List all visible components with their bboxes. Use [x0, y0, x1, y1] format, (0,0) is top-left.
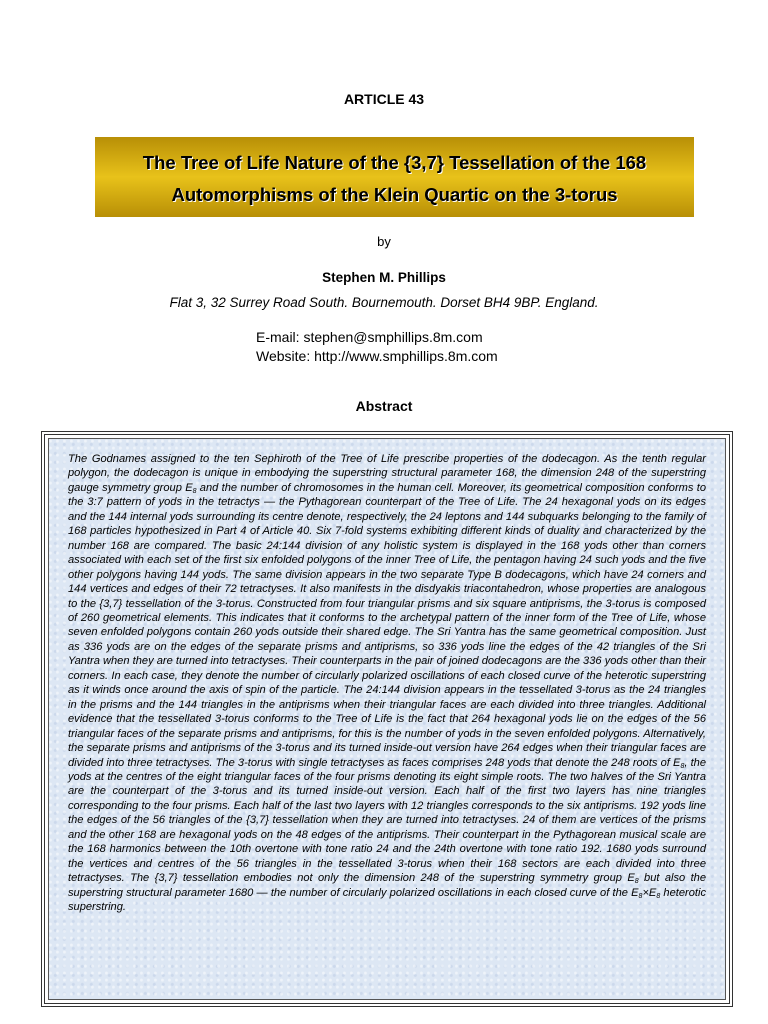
abstract-text: [68, 452, 706, 915]
website-line: Website: http://www.smphillips.8m.com: [256, 348, 498, 364]
title-line-1: The Tree of Life Nature of the {3,7} Tessellation of the 168: [142, 152, 647, 173]
contact-block: [256, 328, 498, 366]
title-banner: [95, 137, 694, 217]
abstract-text-part-6: heterotic superstring.: [68, 886, 706, 914]
abstract-box: [41, 431, 733, 1007]
author-address: Flat 3, 32 Surrey Road South. Bournemouth. Dorset BH4 9BP. England.: [169, 295, 599, 310]
email-line: E-mail: stephen@smphillips.8m.com: [256, 329, 483, 345]
title-line-2: Automorphisms of the Klein Quartic on the 3-torus: [171, 184, 618, 205]
abstract-heading: Abstract: [355, 398, 413, 414]
subscript-3: 8: [634, 878, 639, 886]
subscript-2: 8: [680, 762, 685, 770]
subscript-5: 8: [656, 892, 661, 900]
subscript-1: 8: [192, 487, 197, 495]
abstract-text-part-5: ×E: [642, 886, 657, 899]
abstract-text-part-3: , the yods at the centres of the eight triangular faces of the four prisms denoting its eight simple roots. The two halves of the Sri Yantra are the counterpart of the 3-torus and its turned inside-out version. Each half of the first two layers has nine triangles corresponding to the four prisms. Each half of the last two layers with 12 triangles corresponds to the six antiprisms. 192 yods line the edges of the 56 triangles of the {3,7} tessellation when they are turned into tetractyses. 24 of them are vertices of the prisms and the other 168 are hexagonal yods on the 48 edges of the antiprisms. Their counterpart in the Pythagorean musical scale are the 168 harmonics between the 10th overtone with tone ratio 24 and the 24th overtone with tone ratio 192. 1680 yods surround the vertices and centres of the 56 triangles in the tessellated 3-torus when their 168 sectors are each divided into three tetractyses. The {3,7} tessellation embodies not only the dimension 248 of the superstring symmetry group E: [68, 756, 706, 885]
article-number: ARTICLE 43: [343, 91, 425, 107]
abstract-text-part-2: and the number of chromosomes in the human cell. Moreover, its geometrical composition conforms to the 3:7 pattern of yods in the tetractys — the Pythagorean counterpart of the Tree of Life. The 24 hexagonal yods on its edges and the 144 internal yods surrounding its centre denote, respectively, the 24 leptons and 144 subquarks belonging to the family of 168 particles hypothesized in Part 4 of Article 40. Six 7-fold systems exhibiting different kinds of duality and characterized by the number 168 are compared. The basic 24:144 division of any holistic system is displayed in the 168 yods other than corners associated with each set of the first six enfolded polygons of the inner Tree of Life, the pentagon having 24 such yods and the five other polygons having 144 yods. The same division appears in the two separate Type B dodecagons, which have 24 corners and 144 vertices and edges of their 72 tetractyses. It also manifests in the disdyakis triacontahedron, whose properties are analogous to the {3,7} tessellation of the 3-torus. Constructed from four triangular prisms and six square antiprisms, the 3-torus is composed of 260 geometrical elements. This indicates that it conforms to the archetypal pattern of the inner form of the Tree of Life, whose seven enfolded polygons contain 260 yods outside their shared edge. The Sri Yantra has the same geometrical composition. Just as 336 yods are on the edges of the separate prisms and antiprisms, so 336 yods line the edges of the 42 triangles of the Sri Yantra when they are turned into tetractyses. Their counterparts in the pair of joined dodecagons are the 336 yods other than their corners. In each case, they denote the number of circularly polarized oscillations of each closed curve of the heterotic superstring as it winds once around the axis of spin of the particle. The 24:144 division appears in the tessellated 3-torus as the 24 triangles in the prisms and the 144 triangles in the antiprisms when their triangular faces are each divided into three triangles. Additional evidence that the tessellated 3-torus conforms to the Tree of Life is the fact that 264 hexagonal yods lie on the edges of the 56 triangular faces of the separate prisms and antiprisms, for this is the number of yods in the seven enfolded polygons. Alternatively, the separate prisms and antiprisms of the 3-torus and its turned inside-out version have 264 edges when their triangular faces are divided into three tetractyses. The 3-torus with single tetractyses as faces comprises 248 yods that denote the 248 roots of E: [68, 481, 706, 769]
abstract-text-part-4: but also the superstring structural parameter 1680 — the number of circularly polarized oscillations in each closed curve of the E: [68, 872, 706, 899]
abstract-panel: [48, 438, 726, 1000]
author-name: Stephen M. Phillips: [322, 270, 446, 285]
subscript-4: 8: [638, 892, 643, 900]
abstract-text-part-1: The Godnames assigned to the ten Sephiroth of the Tree of Life prescribe properties of the dodecagon. As the tenth regular polygon, the dodecagon is unique in embodying the superstring structural parameter 168, the dimension 248 of the superstring gauge symmetry group E: [68, 453, 706, 494]
by-label: by: [377, 234, 391, 249]
